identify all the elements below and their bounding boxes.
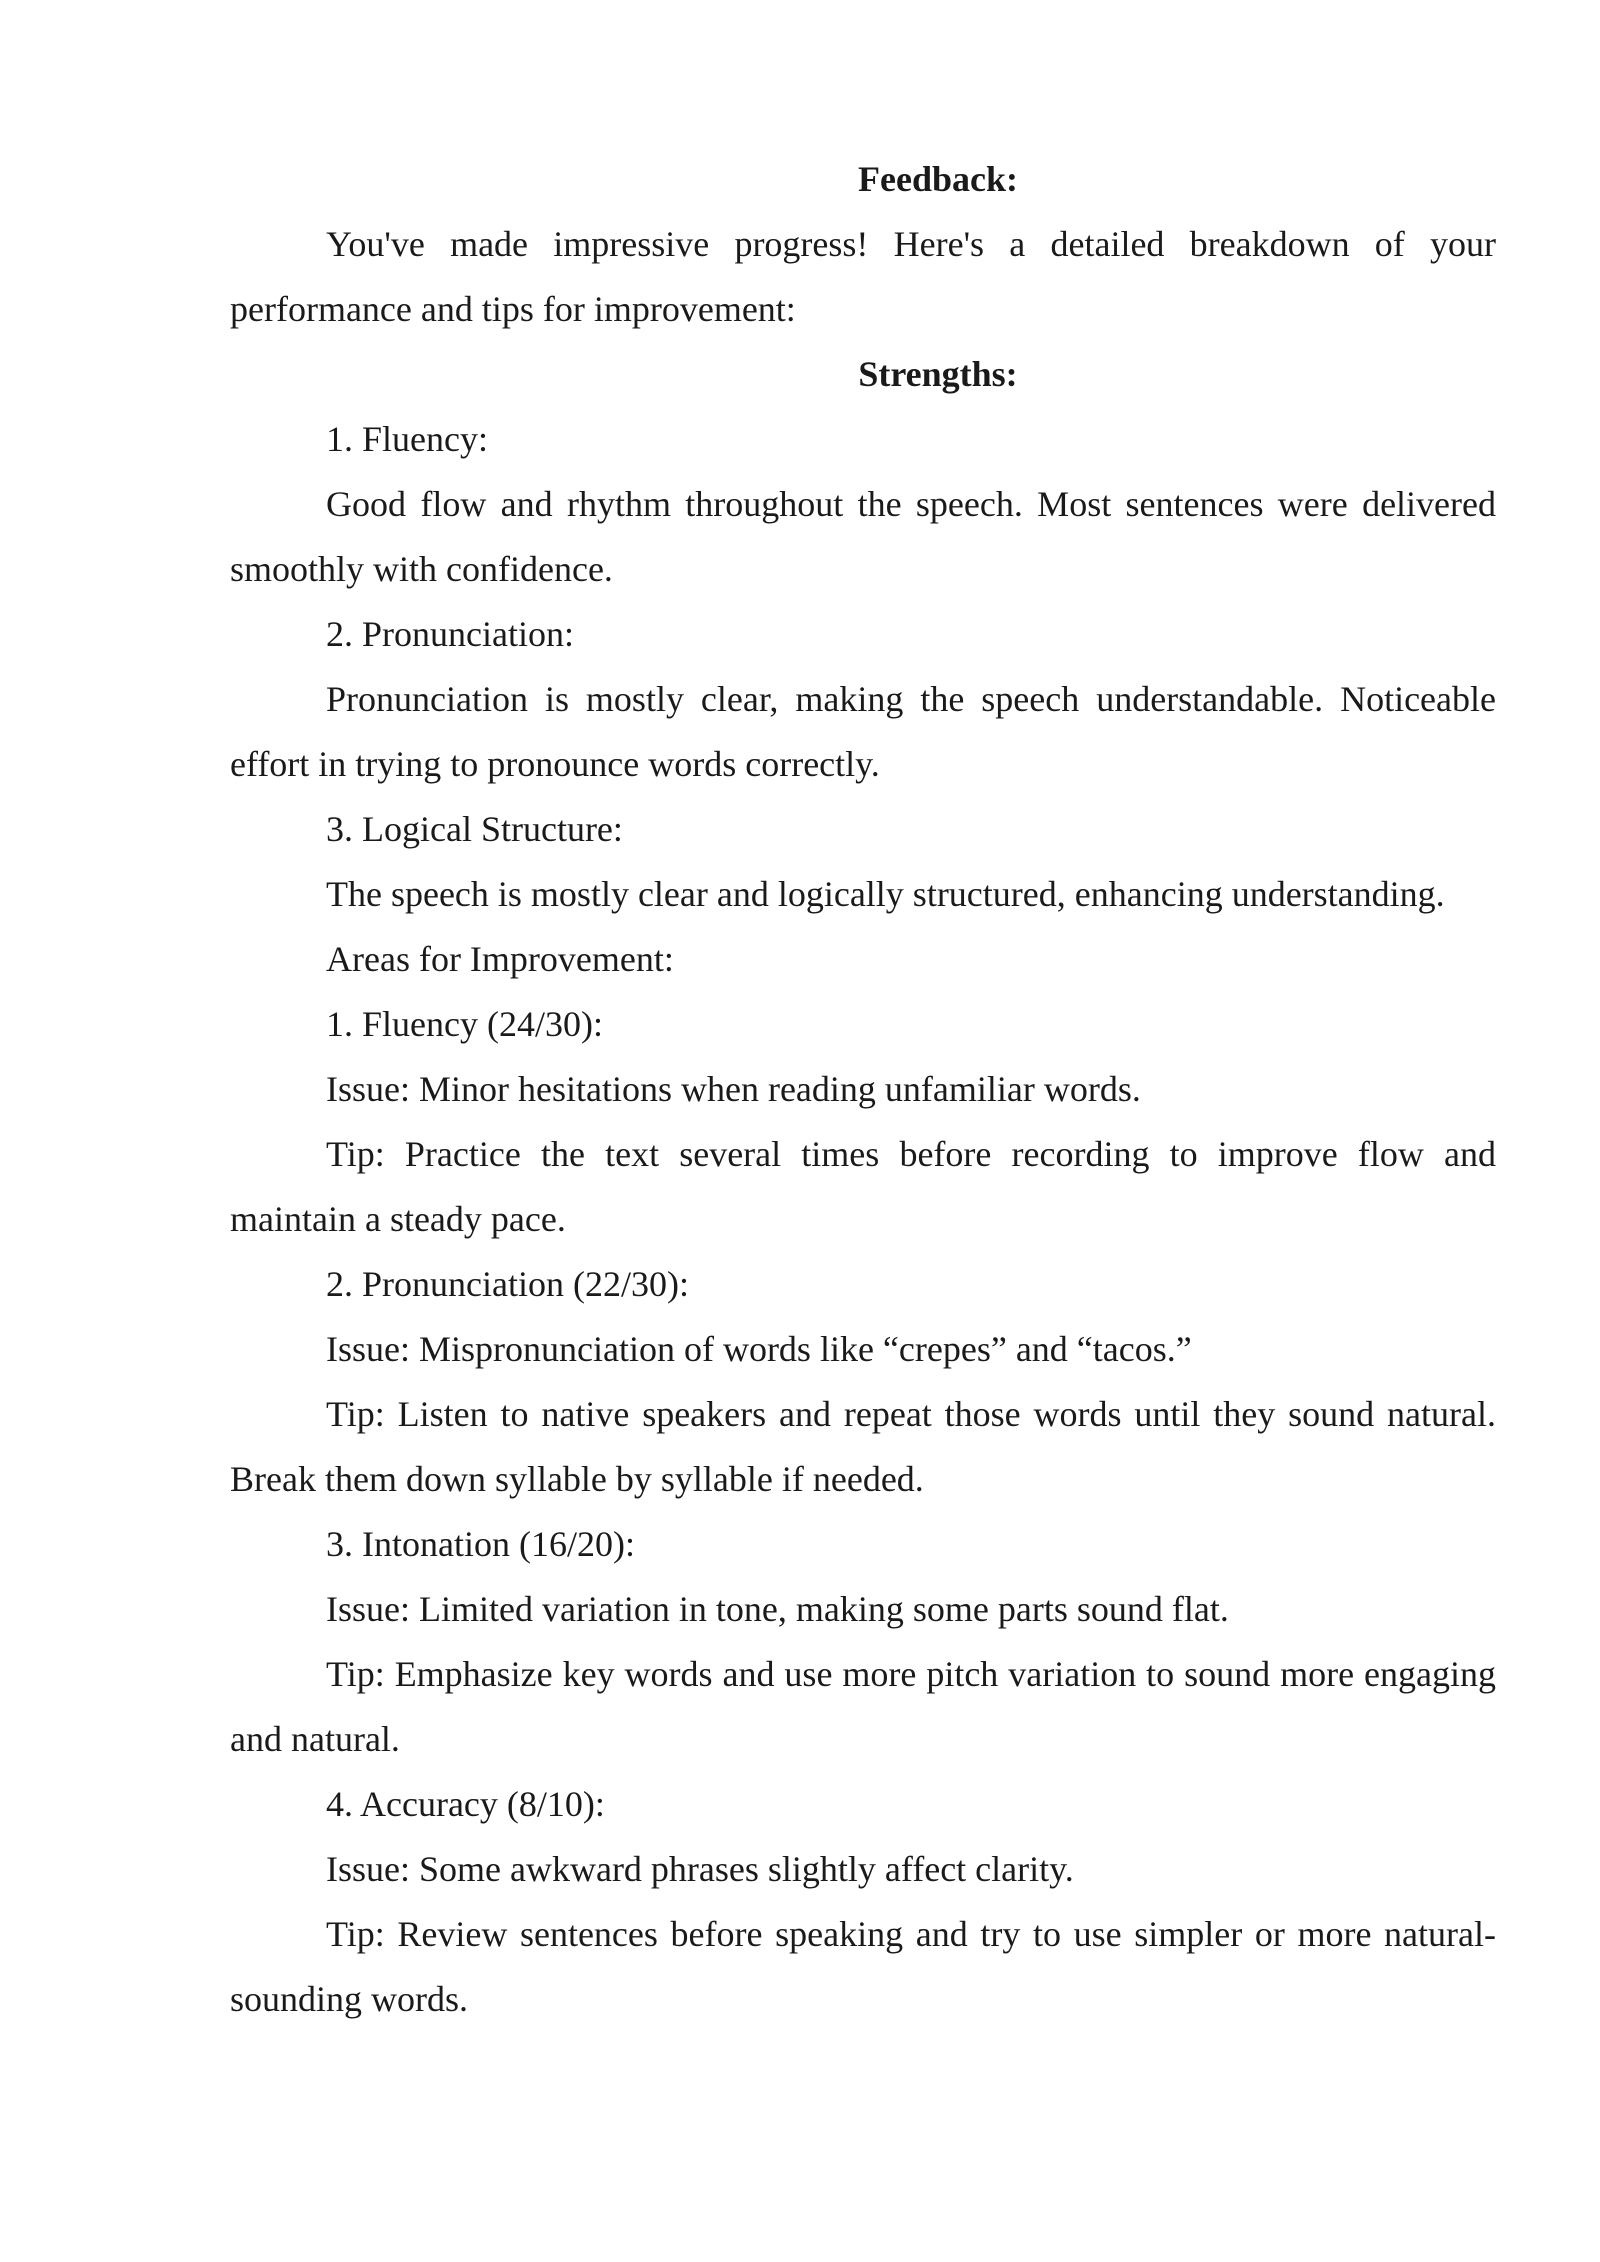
improvement-tip-accuracy: Tip: Review sentences before speaking and try to use simpler or more natural-sounding words. — [230, 1914, 1496, 2019]
improvement-issue-pronunciation: Issue: Mispronunciation of words like “crepes” and “tacos.” — [326, 1329, 1192, 1369]
strength-label-logical-structure: 3. Logical Structure: — [326, 809, 623, 849]
strength-text-pronunciation: Pronunciation is mostly clear, making the speech understandable. Noticeable effort in trying to pronounce words correctly. — [230, 679, 1496, 784]
strength-label-fluency: 1. Fluency: — [326, 419, 488, 459]
improvement-issue-fluency: Issue: Minor hesitations when reading unfamiliar words. — [326, 1069, 1141, 1109]
improvement-label-accuracy: 4. Accuracy (8/10): — [326, 1784, 605, 1824]
improvement-tip-fluency: Tip: Practice the text several times before recording to improve flow and maintain a steady pace. — [230, 1134, 1496, 1239]
document-page — [230, 147, 1496, 2032]
improvement-tip-pronunciation: Tip: Listen to native speakers and repeat those words until they sound natural. Break them down syllable by syllable if needed. — [230, 1394, 1496, 1499]
intro-paragraph: You've made impressive progress! Here's a detailed breakdown of your performance and tips for improvement: — [230, 224, 1496, 329]
improvement-label-pronunciation: 2. Pronunciation (22/30): — [326, 1264, 689, 1304]
improvement-tip-intonation: Tip: Emphasize key words and use more pitch variation to sound more engaging and natural. — [230, 1654, 1496, 1759]
improvement-issue-accuracy: Issue: Some awkward phrases slightly affect clarity. — [326, 1849, 1074, 1889]
strengths-heading: Strengths: — [858, 354, 1018, 394]
improvement-label-intonation: 3. Intonation (16/20): — [326, 1524, 635, 1564]
improvement-issue-intonation: Issue: Limited variation in tone, making some parts sound flat. — [326, 1589, 1229, 1629]
strength-label-pronunciation: 2. Pronunciation: — [326, 614, 574, 654]
improvement-heading: Areas for Improvement: — [326, 939, 674, 979]
improvement-label-fluency: 1. Fluency (24/30): — [326, 1004, 603, 1044]
page-title: Feedback: — [858, 159, 1018, 199]
strength-text-fluency: Good flow and rhythm throughout the speech. Most sentences were delivered smoothly with confidence. — [230, 484, 1496, 589]
strength-text-logical-structure: The speech is mostly clear and logically structured, enhancing understanding. — [326, 874, 1445, 914]
